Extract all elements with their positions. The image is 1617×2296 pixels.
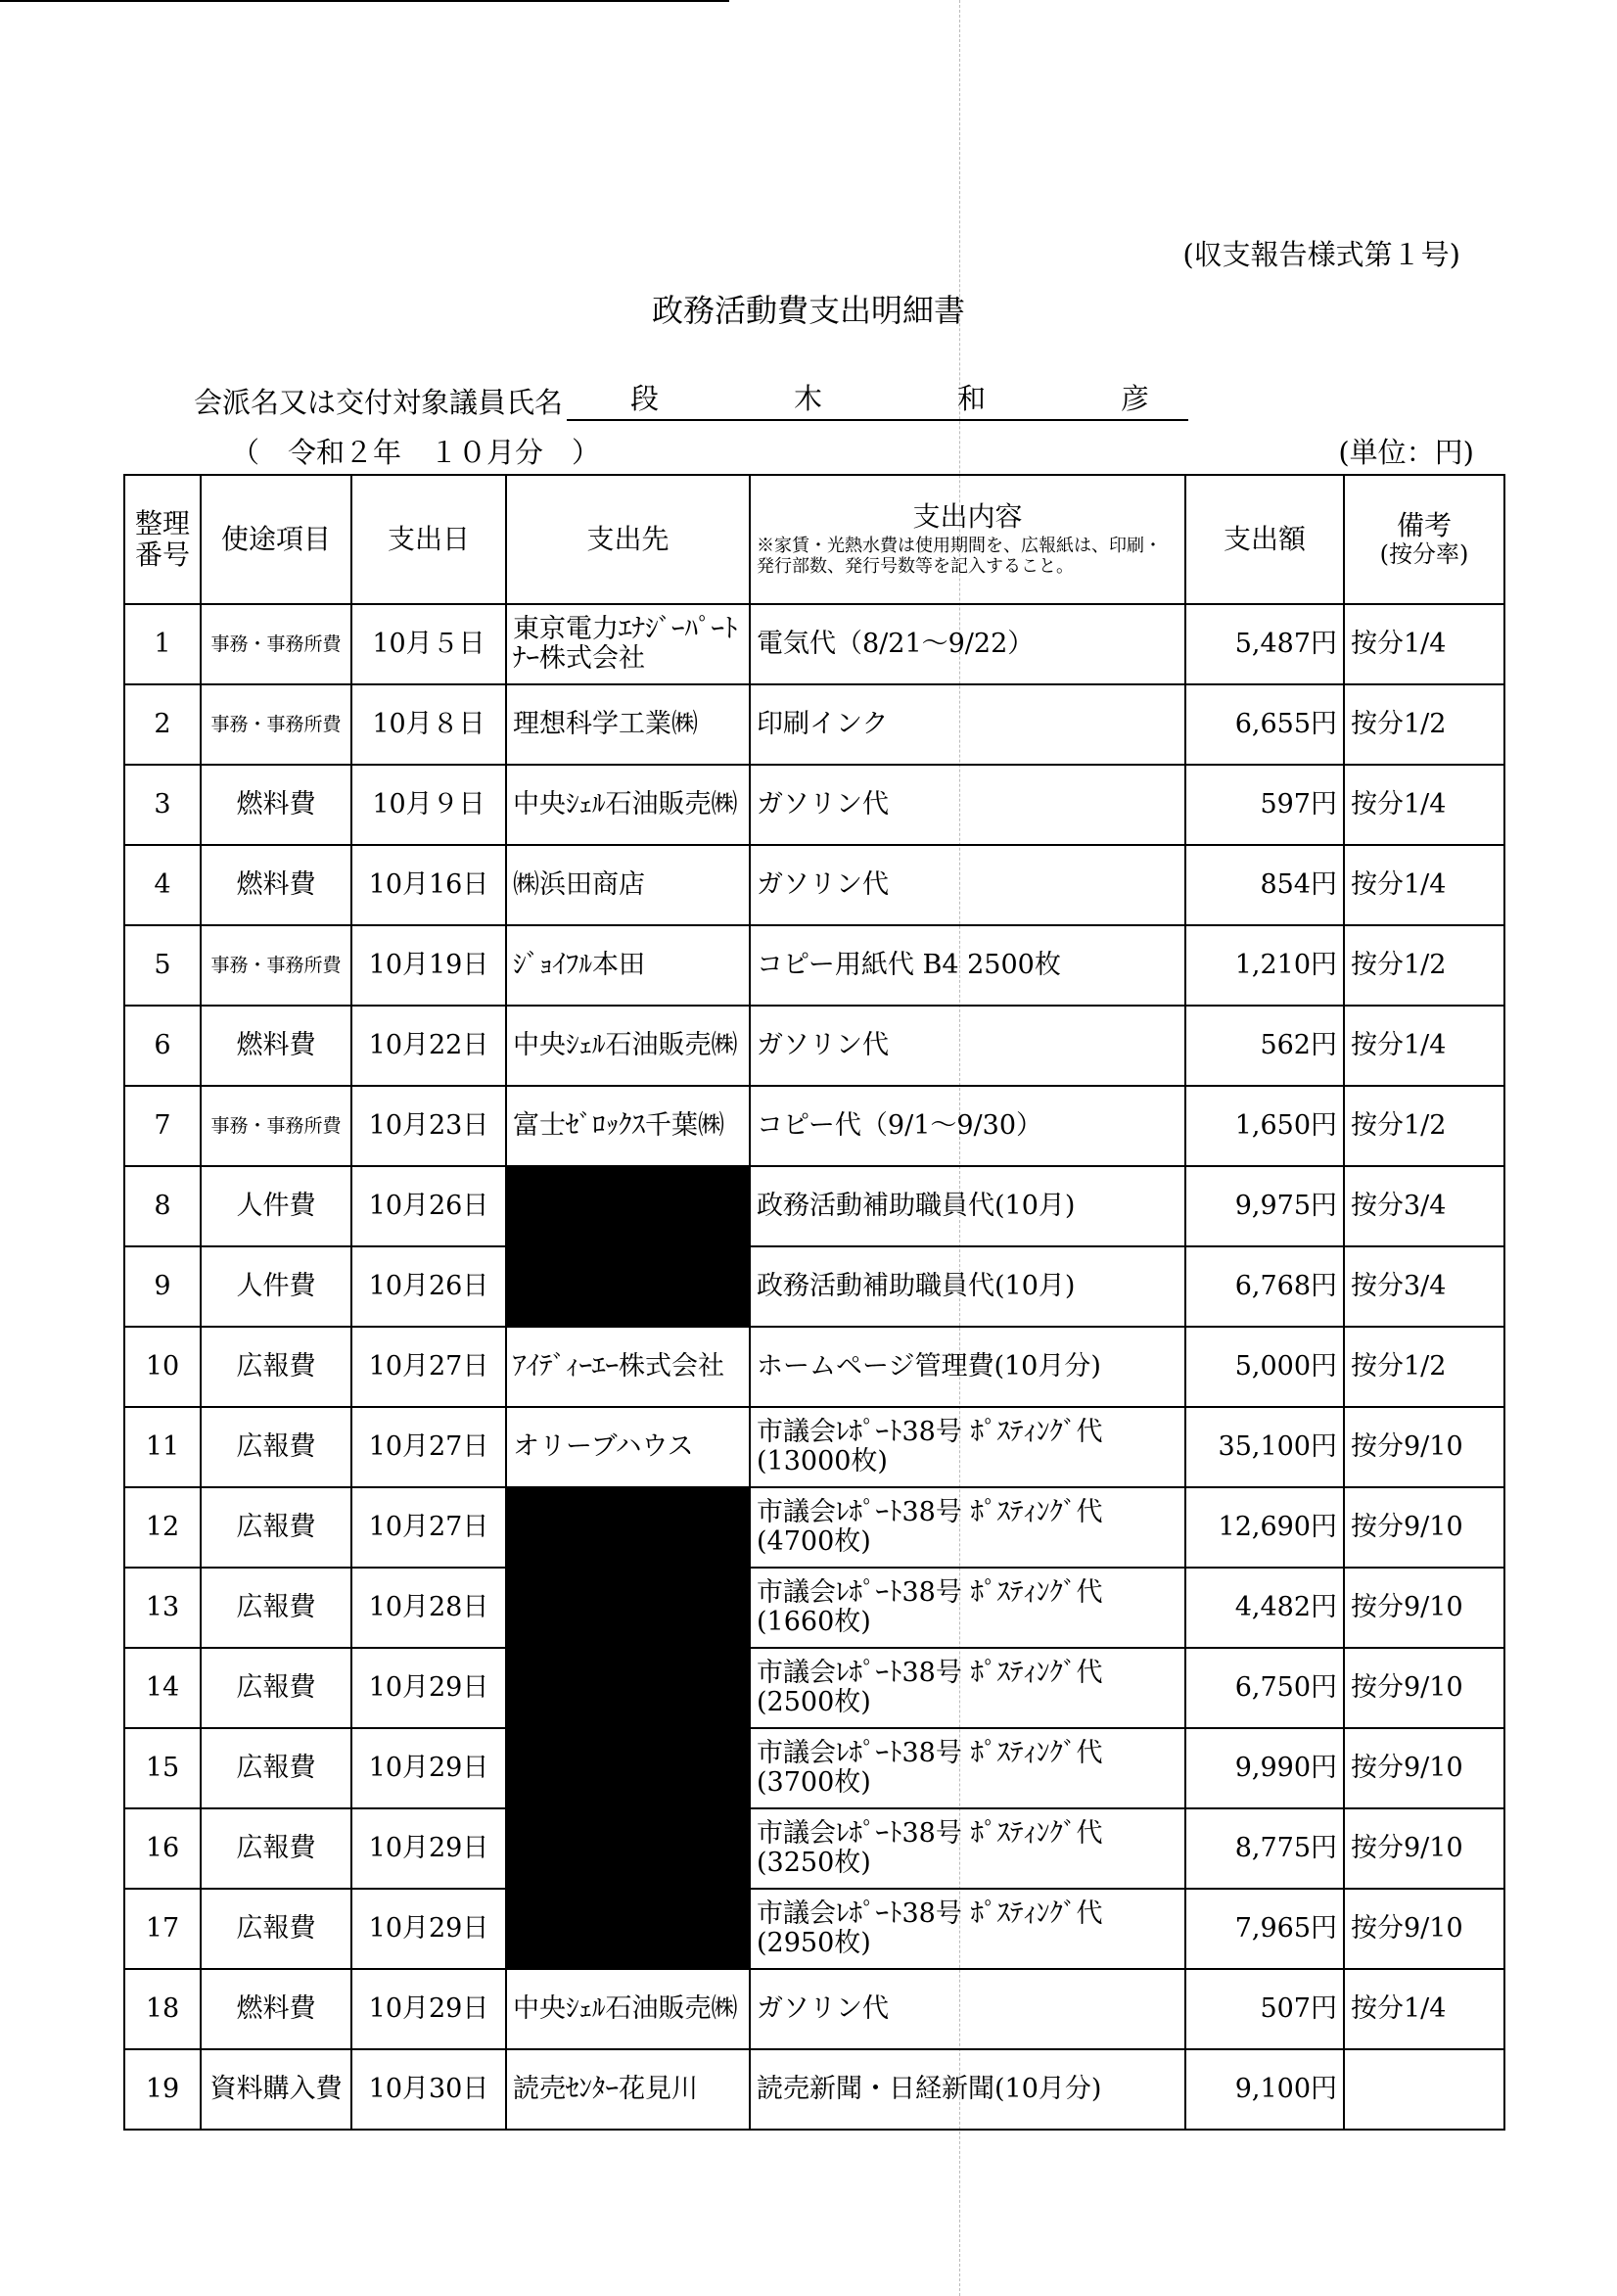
table-row [124,1648,1504,1728]
redacted-payee [506,1728,750,1808]
form-number: (収支報告様式第１号) [1182,238,1460,271]
table-row [124,684,1504,765]
redacted-payee [506,1648,750,1728]
row-payee: ｱｲﾃﾞｨｰｴｰ株式会社 [506,1327,750,1407]
member-name-char: 彦 [1120,382,1149,415]
row-description: 市議会ﾚﾎﾟｰﾄ38号 ﾎﾟｽﾃｨﾝｸﾞ代 (3250枚) [750,1808,1185,1889]
row-note: 按分9/10 [1344,1728,1504,1808]
header-remarks-sub: (按分率) [1379,540,1469,569]
row-note: 按分9/10 [1344,1648,1504,1728]
row-amount: 12,690円 [1185,1487,1344,1568]
row-number: 1 [124,604,201,684]
row-category: 事務・事務所費 [201,604,351,684]
row-date: 10月16日 [351,845,506,925]
row-note: 按分9/10 [1344,1889,1504,1969]
header-remarks [1344,475,1504,604]
row-note: 按分1/4 [1344,1006,1504,1086]
row-amount: 6,750円 [1185,1648,1344,1728]
row-date: 10月26日 [351,1166,506,1246]
row-note: 按分9/10 [1344,1487,1504,1568]
table-row [124,1969,1504,2049]
row-description: 市議会ﾚﾎﾟｰﾄ38号 ﾎﾟｽﾃｨﾝｸﾞ代 (4700枚) [750,1487,1185,1568]
row-payee: 東京電力ｴﾅｼﾞｰﾊﾟｰﾄﾅｰ株式会社 [506,604,750,684]
row-date: 10月29日 [351,1728,506,1808]
row-note: 按分1/4 [1344,765,1504,845]
header-amount: 支出額 [1185,475,1344,604]
row-amount: 854円 [1185,845,1344,925]
redacted-payee [506,1487,750,1568]
row-number: 2 [124,684,201,765]
row-category: 人件費 [201,1166,351,1246]
member-name-char: 和 [956,382,986,415]
row-date: 10月19日 [351,925,506,1006]
row-payee: 中央ｼｪﾙ石油販売㈱ [506,1006,750,1086]
row-category: 燃料費 [201,845,351,925]
row-category: 広報費 [201,1327,351,1407]
row-payee: ㈱浜田商店 [506,845,750,925]
row-amount: 9,100円 [1185,2049,1344,2130]
row-note: 按分3/4 [1344,1166,1504,1246]
row-description: 政務活動補助職員代(10月) [750,1246,1185,1327]
table-row [124,1407,1504,1487]
row-category: 事務・事務所費 [201,925,351,1006]
row-date: 10月29日 [351,1969,506,2049]
row-category: 広報費 [201,1407,351,1487]
member-label: 会派名又は交付対象議員氏名 [194,386,564,419]
row-amount: 597円 [1185,765,1344,845]
row-number: 9 [124,1246,201,1327]
table-header-row [124,475,1504,604]
row-description: 市議会ﾚﾎﾟｰﾄ38号 ﾎﾟｽﾃｨﾝｸﾞ代 (13000枚) [750,1407,1185,1487]
row-description: 電気代（8/21～9/22） [750,604,1185,684]
row-category: 広報費 [201,1648,351,1728]
row-note: 按分1/2 [1344,1086,1504,1166]
row-description: 印刷インク [750,684,1185,765]
row-category: 広報費 [201,1728,351,1808]
row-category: 人件費 [201,1246,351,1327]
row-category: 燃料費 [201,1969,351,2049]
row-note: 按分1/4 [1344,604,1504,684]
document-title: 政務活動費支出明細書 [651,292,965,329]
row-number: 16 [124,1808,201,1889]
row-category: 燃料費 [201,1006,351,1086]
row-number: 13 [124,1568,201,1648]
row-date: 10月27日 [351,1487,506,1568]
redacted-payee [506,1808,750,1889]
row-date: 10月29日 [351,1808,506,1889]
row-category: 広報費 [201,1487,351,1568]
row-amount: 1,650円 [1185,1086,1344,1166]
row-description: 市議会ﾚﾎﾟｰﾄ38号 ﾎﾟｽﾃｨﾝｸﾞ代 (3700枚) [750,1728,1185,1808]
member-name-char: 木 [794,382,823,415]
redacted-payee [506,1166,750,1246]
header-description [750,475,1185,604]
table-row [124,1487,1504,1568]
row-description: ホームページ管理費(10月分) [750,1327,1185,1407]
table-row [124,845,1504,925]
row-note: 按分1/2 [1344,925,1504,1006]
row-description: コピー代（9/1～9/30） [750,1086,1185,1166]
row-note: 按分1/4 [1344,845,1504,925]
row-note: 按分9/10 [1344,1808,1504,1889]
row-amount: 9,975円 [1185,1166,1344,1246]
row-date: 10月５日 [351,604,506,684]
row-number: 4 [124,845,201,925]
row-note: 按分9/10 [1344,1568,1504,1648]
table-row [124,1166,1504,1246]
row-amount: 6,768円 [1185,1246,1344,1327]
row-payee: ｼﾞｮｲﾌﾙ本田 [506,925,750,1006]
row-date: 10月29日 [351,1889,506,1969]
table-row [124,1568,1504,1648]
row-note: 按分1/4 [1344,1969,1504,2049]
row-date: 10月22日 [351,1006,506,1086]
header-no: 整理番号 [124,475,201,604]
row-number: 3 [124,765,201,845]
row-number: 14 [124,1648,201,1728]
row-category: 燃料費 [201,765,351,845]
redacted-payee [506,1889,750,1969]
row-amount: 507円 [1185,1969,1344,2049]
currency-unit: (単位：円) [1338,436,1474,469]
row-description: ガソリン代 [750,1969,1185,2049]
row-number: 5 [124,925,201,1006]
row-amount: 9,990円 [1185,1728,1344,1808]
table-row [124,1246,1504,1327]
row-note: 按分1/2 [1344,1327,1504,1407]
row-amount: 7,965円 [1185,1889,1344,1969]
row-note [1344,2049,1504,2130]
row-description: 読売新聞・日経新聞(10月分) [750,2049,1185,2130]
table-row [124,1006,1504,1086]
row-note: 按分3/4 [1344,1246,1504,1327]
row-payee: 理想科学工業㈱ [506,684,750,765]
row-payee: オリーブハウス [506,1407,750,1487]
row-number: 8 [124,1166,201,1246]
row-payee: 中央ｼｪﾙ石油販売㈱ [506,1969,750,2049]
table-row [124,925,1504,1006]
row-note: 按分1/2 [1344,684,1504,765]
row-date: 10月23日 [351,1086,506,1166]
row-date: 10月29日 [351,1648,506,1728]
row-description: 市議会ﾚﾎﾟｰﾄ38号 ﾎﾟｽﾃｨﾝｸﾞ代 (1660枚) [750,1568,1185,1648]
row-date: 10月28日 [351,1568,506,1648]
table-row [124,1086,1504,1166]
row-date: 10月26日 [351,1246,506,1327]
row-payee: 中央ｼｪﾙ石油販売㈱ [506,765,750,845]
row-number: 12 [124,1487,201,1568]
row-payee: 読売ｾﾝﾀｰ花見川 [506,2049,750,2130]
row-amount: 6,655円 [1185,684,1344,765]
row-number: 11 [124,1407,201,1487]
row-description: 市議会ﾚﾎﾟｰﾄ38号 ﾎﾟｽﾃｨﾝｸﾞ代 (2500枚) [750,1648,1185,1728]
table-row [124,2049,1504,2130]
table-row [124,1808,1504,1889]
row-payee: 富士ｾﾞﾛｯｸｽ千葉㈱ [506,1086,750,1166]
row-category: 広報費 [201,1568,351,1648]
row-category: 広報費 [201,1808,351,1889]
row-number: 6 [124,1006,201,1086]
report-period: （ 令和２年 １０月分 ） [231,436,601,469]
row-amount: 4,482円 [1185,1568,1344,1648]
row-number: 10 [124,1327,201,1407]
member-name [567,377,1188,421]
row-amount: 562円 [1185,1006,1344,1086]
row-amount: 8,775円 [1185,1808,1344,1889]
header-category: 使途項目 [201,475,351,604]
table-row [124,1889,1504,1969]
expense-table [123,474,1505,2131]
row-number: 7 [124,1086,201,1166]
member-name-char: 段 [630,382,660,415]
row-note: 按分9/10 [1344,1407,1504,1487]
row-amount: 35,100円 [1185,1407,1344,1487]
row-category: 事務・事務所費 [201,684,351,765]
header-description-title: 支出内容 [912,500,1023,534]
row-amount: 1,210円 [1185,925,1344,1006]
table-row [124,1728,1504,1808]
header-description-note: ※家賃・光熱水費は使用期間を、広報紙は、印刷・発行部数、発行号数等を記入すること。 [757,535,1162,578]
redacted-payee [506,1568,750,1648]
row-number: 17 [124,1889,201,1969]
row-date: 10月９日 [351,765,506,845]
redacted-payee [506,1246,750,1327]
row-date: 10月27日 [351,1327,506,1407]
row-category: 事務・事務所費 [201,1086,351,1166]
row-description: コピー用紙代 B4 2500枚 [750,925,1185,1006]
header-payee: 支出先 [506,475,750,604]
row-category: 資料購入費 [201,2049,351,2130]
row-description: ガソリン代 [750,1006,1185,1086]
row-date: 10月27日 [351,1407,506,1487]
row-number: 18 [124,1969,201,2049]
row-date: 10月30日 [351,2049,506,2130]
member-row [194,377,1188,421]
table-body [124,604,1504,2130]
row-description: 政務活動補助職員代(10月) [750,1166,1185,1246]
row-number: 15 [124,1728,201,1808]
row-number: 19 [124,2049,201,2130]
row-category: 広報費 [201,1889,351,1969]
header-date: 支出日 [351,475,506,604]
row-description: ガソリン代 [750,845,1185,925]
table-row [124,604,1504,684]
row-description: ガソリン代 [750,765,1185,845]
row-date: 10月８日 [351,684,506,765]
row-amount: 5,487円 [1185,604,1344,684]
top-rule [0,0,729,2]
table-row [124,1327,1504,1407]
header-remarks-title: 備考 [1396,509,1452,542]
table-row [124,765,1504,845]
row-description: 市議会ﾚﾎﾟｰﾄ38号 ﾎﾟｽﾃｨﾝｸﾞ代 (2950枚) [750,1889,1185,1969]
row-amount: 5,000円 [1185,1327,1344,1407]
